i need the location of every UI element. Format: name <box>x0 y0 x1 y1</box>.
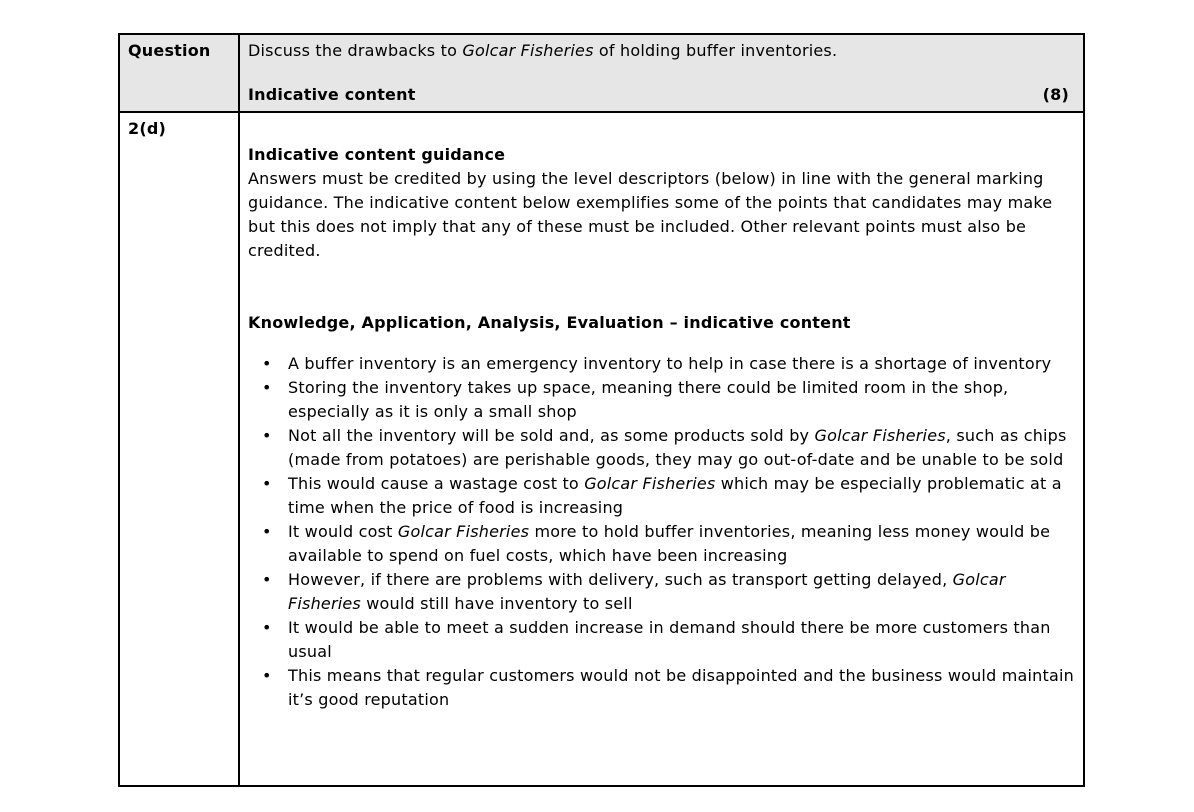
indicative-content-label: Indicative content <box>248 85 416 104</box>
list-item-text: This means that regular customers would not be disappointed and the business would maintain it’s good reputation <box>288 666 1074 709</box>
list-item <box>248 352 1075 376</box>
list-item-text: Storing the inventory takes up space, meaning there could be limited room in the shop, especially as it is only a small shop <box>288 378 1009 421</box>
list-item-text: It would be able to meet a sudden increase in demand should there be more customers than usual <box>288 618 1051 661</box>
list-item-text: However, if there are problems with delivery, such as transport getting delayed, Golcar Fisheries would still have inventory to sell <box>288 570 1006 613</box>
list-item-text: This would cause a wastage cost to Golcar Fisheries which may be especially problematic at a time when the price of food is increasing <box>288 474 1062 517</box>
list-item <box>248 376 1075 424</box>
question-header-row <box>119 34 1084 112</box>
question-column-label: Question <box>128 41 211 60</box>
spacer <box>248 263 1075 311</box>
list-item <box>248 472 1075 520</box>
list-item <box>248 424 1075 472</box>
guidance-content-cell <box>239 112 1084 786</box>
list-item-text: A buffer inventory is an emergency inventory to help in case there is a shortage of inventory <box>288 354 1052 373</box>
list-item <box>248 520 1075 568</box>
list-item <box>248 568 1075 616</box>
question-number-cell <box>119 112 239 786</box>
section-title: Knowledge, Application, Analysis, Evaluation – indicative content <box>248 313 851 332</box>
list-item-text: It would cost Golcar Fisheries more to hold buffer inventories, meaning less money would be available to spend on fuel costs, which have been increasing <box>288 522 1051 565</box>
answer-guidance-row <box>119 112 1084 786</box>
spacer <box>248 117 1075 143</box>
list-item <box>248 664 1075 712</box>
question-label-cell <box>119 34 239 112</box>
question-text: Discuss the drawbacks to Golcar Fisheries of holding buffer inventories. <box>248 41 838 60</box>
mark-scheme-table <box>118 33 1085 787</box>
marks-value: (8) <box>1042 85 1069 104</box>
header-bottom-row <box>248 83 1075 107</box>
list-item <box>248 616 1075 664</box>
guidance-title: Indicative content guidance <box>248 145 506 164</box>
question-number: 2(d) <box>128 119 167 138</box>
indicative-points-list <box>248 352 1075 712</box>
guidance-paragraph: Answers must be credited by using the level descriptors (below) in line with the general marking guidance. The indicative content below exemplifies some of the points that candidates may make but this does not imply that any of these must be included. Other relevant points must also be credited. <box>248 169 1053 260</box>
question-text-cell <box>239 34 1084 112</box>
spacer <box>248 335 1075 352</box>
list-item-text: Not all the inventory will be sold and, as some products sold by Golcar Fisheries, such as chips (made from potatoes) are perishable goods, they may go out-of-date and be unable to be sold <box>288 426 1067 469</box>
